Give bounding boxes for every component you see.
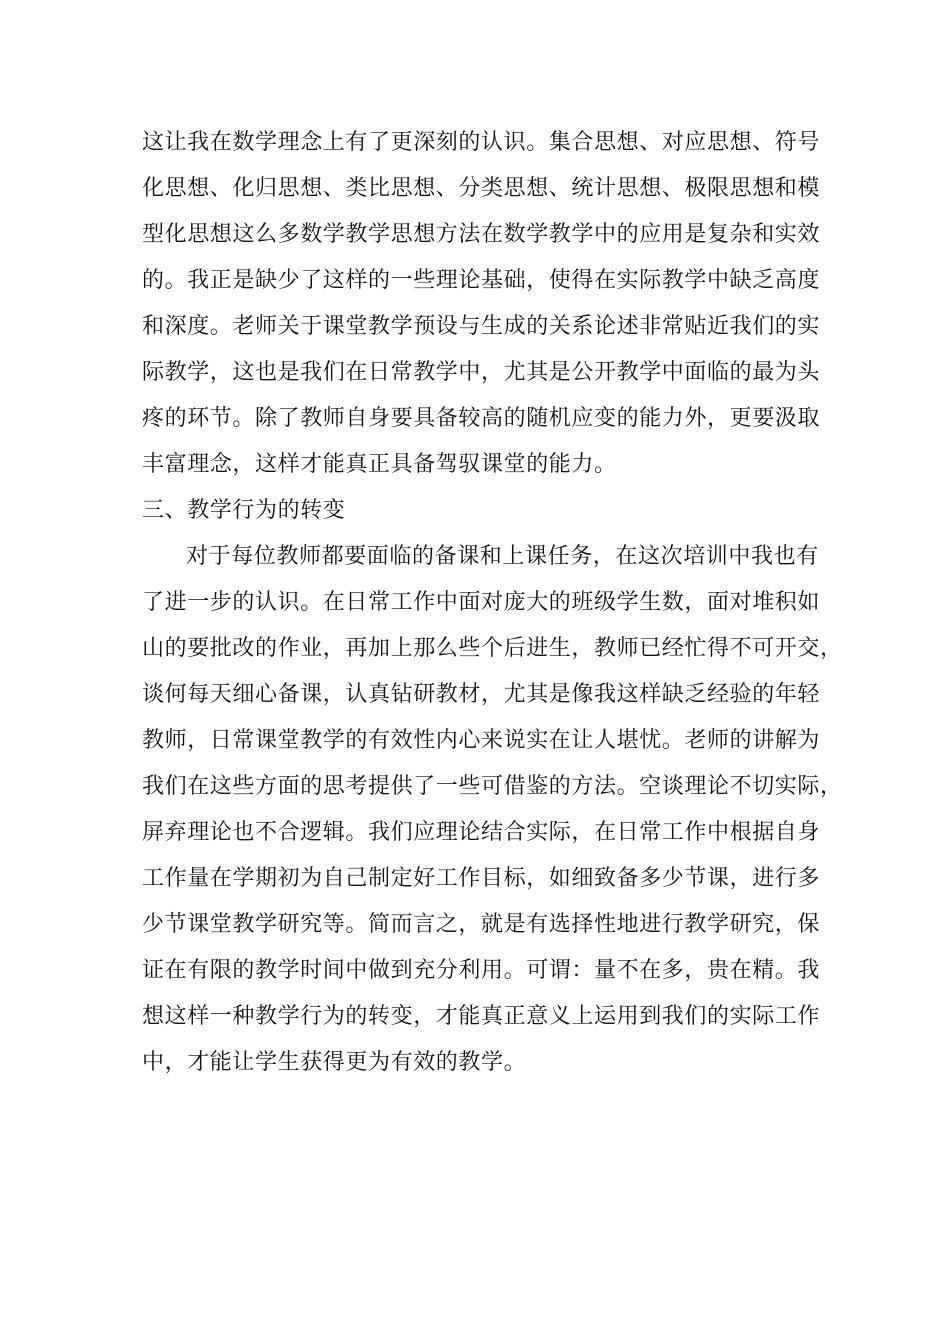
text-line: 型化思想这么多数学教学思想方法在数学教学中的应用是复杂和实效 [142,222,821,247]
text-line: 对于每位教师都要面临的备课和上课任务，在这次培训中我也有 [186,544,819,569]
text-line: 中，才能让学生获得更为有效的教学。 [142,1050,527,1075]
section-heading: 三、教学行为的转变 [142,498,346,523]
text-line: 工作量在学期初为自己制定好工作目标，如细致备多少节课，进行多 [142,866,821,891]
text-line: 谈何每天细心备课，认真钻研教材，尤其是像我这样缺乏经验的年轻 [142,682,821,707]
text-line: 疼的环节。除了教师自身要具备较高的随机应变的能力外，更要汲取 [142,406,821,431]
text-line: 了进一步的认识。在日常工作中面对庞大的班级学生数，面对堆积如 [142,590,821,615]
text-line: 化思想、化归思想、类比思想、分类思想、统计思想、极限思想和模 [142,176,821,201]
text-line: 的。我正是缺少了这样的一些理论基础，使得在实际教学中缺乏高度 [142,268,821,293]
text-line: 这让我在数学理念上有了更深刻的认识。集合思想、对应思想、符号 [142,130,821,155]
paragraph-continuation [142,124,822,492]
text-line: 教师，日常课堂教学的有效性内心来说实在让人堪忧。老师的讲解为 [142,728,821,753]
paragraph [142,538,843,1090]
text-line: 屏弃理论也不合逻辑。我们应理论结合实际，在日常工作中根据自身 [142,820,821,845]
text-line: 丰富理念，这样才能真正具备驾驭课堂的能力。 [142,452,617,477]
text-line: 际教学，这也是我们在日常教学中，尤其是公开教学中面临的最为头 [142,360,821,385]
text-line: 想这样一种教学行为的转变，才能真正意义上运用到我们的实际工作 [142,1004,821,1029]
text-line: 证在有限的教学时间中做到充分利用。可谓：量不在多，贵在精。我 [142,958,821,983]
document-body [142,124,843,1090]
text-line: 和深度。老师关于课堂教学预设与生成的关系论述非常贴近我们的实 [142,314,821,339]
text-line: 山的要批改的作业，再加上那么些个后进生，教师已经忙得不可开交， [142,636,843,661]
text-line: 少节课堂教学研究等。简而言之，就是有选择性地进行教学研究，保 [142,912,821,937]
text-line: 我们在这些方面的思考提供了一些可借鉴的方法。空谈理论不切实际， [142,774,843,799]
